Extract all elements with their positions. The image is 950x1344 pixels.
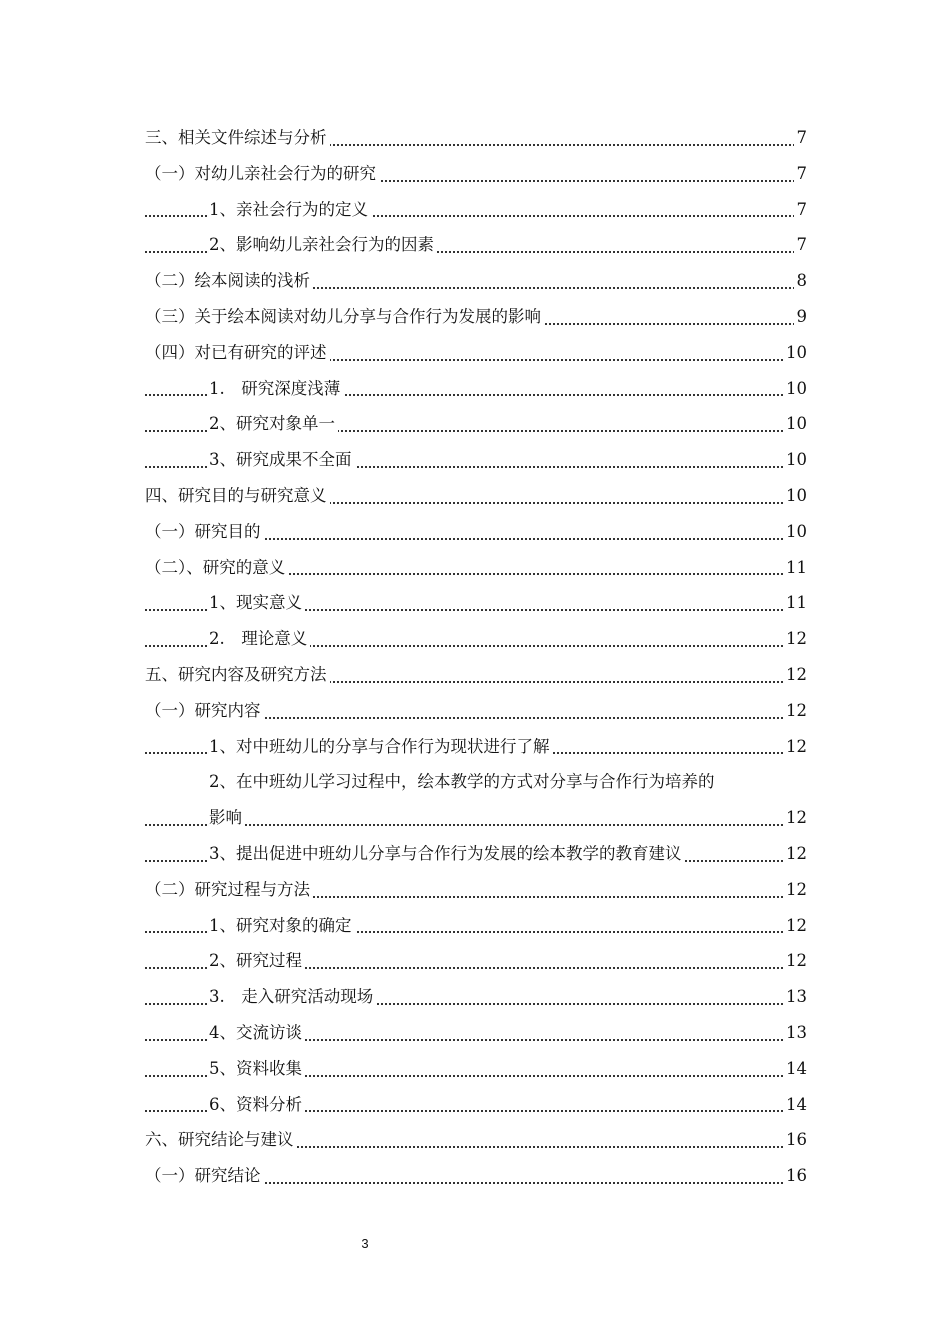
toc-entry[interactable]	[145, 442, 807, 478]
toc-entry-title: 2、在中班幼儿学习过程中，绘本教学的方式对分享与合作行为培养的	[209, 772, 718, 791]
toc-entry[interactable]	[145, 156, 807, 192]
toc-entry-title: 1、研究对象的确定	[209, 916, 355, 935]
toc-entry-title: 2、影响幼儿亲社会行为的因素	[209, 235, 437, 254]
toc-entry-page: 12	[783, 657, 807, 693]
toc-entry-page: 10	[783, 335, 807, 371]
toc-entry-title: 2. 理论意义	[209, 629, 310, 648]
toc-entry[interactable]	[145, 514, 807, 550]
toc-entry[interactable]	[145, 764, 807, 800]
toc-entry[interactable]	[145, 1015, 807, 1051]
toc-entry-title: （一）研究目的	[145, 522, 264, 541]
toc-entry-page: 12	[783, 872, 807, 908]
toc-entry-page: 12	[783, 908, 807, 944]
toc-entry-page: 12	[783, 836, 807, 872]
toc-entry-page: 10	[783, 442, 807, 478]
toc-entry-title: 三、相关文件综述与分析	[145, 128, 330, 147]
toc-entry[interactable]	[145, 335, 807, 371]
toc-entry-page: 11	[783, 550, 807, 586]
toc-entry-title: 1. 研究深度浅薄	[209, 379, 343, 398]
toc-entry[interactable]	[145, 693, 807, 729]
toc-entry[interactable]	[145, 1158, 807, 1194]
toc-entry-page: 10	[783, 478, 807, 514]
toc-entry[interactable]	[145, 657, 807, 693]
toc-entry-title: 3、研究成果不全面	[209, 450, 355, 469]
toc-entry[interactable]	[145, 729, 807, 765]
toc-entry-page: 7	[794, 156, 808, 192]
toc-entry[interactable]	[145, 406, 807, 442]
toc-entry-page: 7	[794, 120, 808, 156]
toc-entry[interactable]	[145, 478, 807, 514]
toc-entry-title: （一）研究结论	[145, 1166, 264, 1185]
toc-entry[interactable]	[145, 192, 807, 228]
toc-entry-page: 16	[783, 1122, 807, 1158]
toc-entry-title: 3. 走入研究活动现场	[209, 987, 376, 1006]
toc-entry-title: 六、研究结论与建议	[145, 1130, 297, 1149]
toc-entry-title: 5、资料收集	[209, 1059, 305, 1078]
toc-entry[interactable]	[145, 550, 807, 586]
toc-entry-title: 6、资料分析	[209, 1095, 305, 1114]
toc-entry[interactable]	[145, 371, 807, 407]
toc-entry[interactable]	[145, 621, 807, 657]
toc-entry-title: （二）绘本阅读的浅析	[145, 271, 313, 290]
toc-entry-title: 3、提出促进中班幼儿分享与合作行为发展的绘本教学的教育建议	[209, 844, 685, 863]
toc-entry-page: 9	[794, 299, 808, 335]
toc-entry[interactable]	[145, 872, 807, 908]
toc-entry[interactable]	[145, 1087, 807, 1123]
toc-entry-page: 7	[794, 192, 808, 228]
toc-entry-page: 8	[794, 263, 808, 299]
toc-entry-page: 7	[794, 227, 808, 263]
toc-entry-title: 五、研究内容及研究方法	[145, 665, 330, 684]
toc-entry-page: 14	[783, 1051, 807, 1087]
toc-entry[interactable]	[145, 800, 807, 836]
toc-entry-page: 10	[783, 514, 807, 550]
toc-entry-title: 四、研究目的与研究意义	[145, 486, 330, 505]
toc-entry-page: 12	[783, 729, 807, 765]
toc-entry-title: （一）研究内容	[145, 701, 264, 720]
toc-entry-title: （三）关于绘本阅读对幼儿分享与合作行为发展的影响	[145, 307, 544, 326]
toc-entry-title: 1、对中班幼儿的分享与合作行为现状进行了解	[209, 737, 553, 756]
toc-entry-title: 影响	[209, 808, 245, 827]
toc-entry-page: 10	[783, 371, 807, 407]
toc-entry[interactable]	[145, 263, 807, 299]
toc-entry-title: 4、交流访谈	[209, 1023, 305, 1042]
toc-entry-title: （二）研究过程与方法	[145, 880, 313, 899]
toc-entry-title: 1、现实意义	[209, 593, 305, 612]
toc-entry-page: 13	[783, 979, 807, 1015]
toc-entry-page: 12	[783, 943, 807, 979]
toc-entry-page: 12	[783, 693, 807, 729]
page-number: 3	[361, 1236, 369, 1251]
toc-entry-title: 1、亲社会行为的定义	[209, 200, 371, 219]
table-of-contents	[145, 120, 807, 1194]
toc-entry-page: 11	[783, 585, 807, 621]
toc-entry-page: 14	[783, 1087, 807, 1123]
toc-entry-title: （一）对幼儿亲社会行为的研究	[145, 164, 379, 183]
toc-entry[interactable]	[145, 299, 807, 335]
toc-entry[interactable]	[145, 1122, 807, 1158]
toc-entry[interactable]	[145, 943, 807, 979]
toc-entry[interactable]	[145, 585, 807, 621]
toc-entry-title: （四）对已有研究的评述	[145, 343, 330, 362]
toc-entry[interactable]	[145, 908, 807, 944]
toc-entry[interactable]	[145, 227, 807, 263]
toc-entry-title: （二）、研究的意义	[145, 558, 288, 577]
toc-entry[interactable]	[145, 836, 807, 872]
toc-entry-title: 2、研究过程	[209, 951, 305, 970]
toc-entry-page: 12	[783, 621, 807, 657]
toc-entry[interactable]	[145, 120, 807, 156]
toc-entry-title: 2、研究对象单一	[209, 414, 338, 433]
toc-entry[interactable]	[145, 979, 807, 1015]
toc-entry-page: 16	[783, 1158, 807, 1194]
toc-entry-page: 10	[783, 406, 807, 442]
toc-entry-page: 12	[783, 800, 807, 836]
toc-entry[interactable]	[145, 1051, 807, 1087]
toc-entry-page: 13	[783, 1015, 807, 1051]
